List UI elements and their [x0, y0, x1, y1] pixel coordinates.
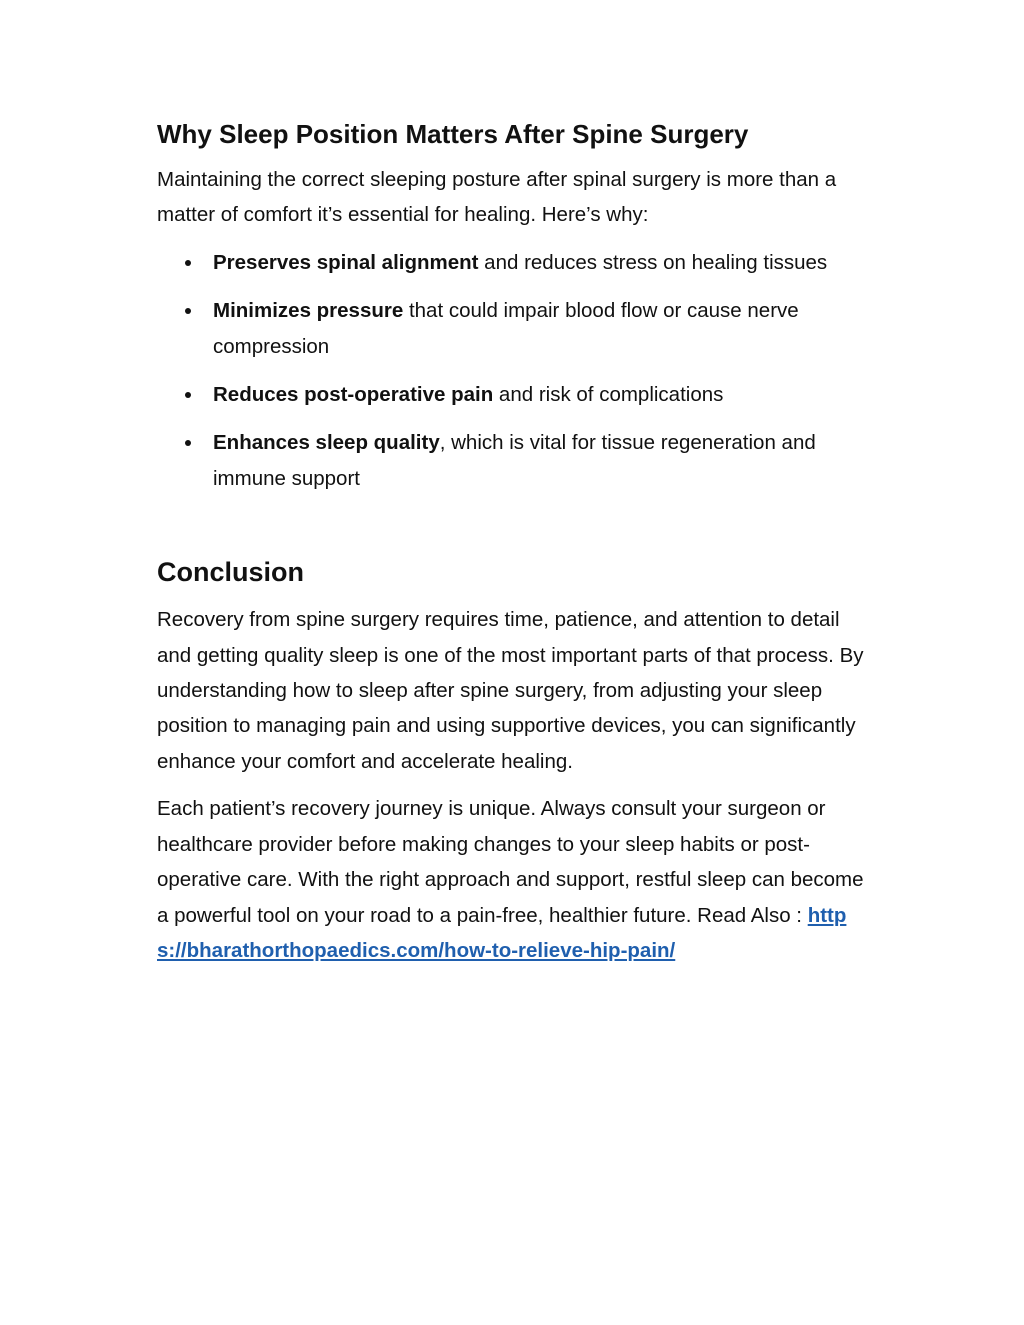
read-also-link[interactable]: https://bharathorthopaedics.com/how-to-relieve-hip-pain/ — [157, 903, 847, 962]
list-item — [157, 293, 873, 364]
conclusion-paragraph-1: Recovery from spine surgery requires time, patience, and attention to detail and getting quality sleep is one of the most important parts of that process. By understanding how to sleep after spine surgery, from adjusting your sleep position to managing pain and using supportive devices, you can significantly enhance your comfort and accelerate healing. — [157, 608, 864, 773]
list-item-text: , which is vital for tissue regeneration and immune support — [213, 431, 816, 490]
conclusion-paragraph-2-text: Each patient’s recovery journey is unique. Always consult your surgeon or healthcare provider before making changes to your sleep habits or post-operative care. With the right approach and support, restful sleep can become a powerful tool on your road to a pain-free, healthier future. Read Also : — [157, 797, 864, 927]
list-item-bold: Reduces post-operative pain — [213, 383, 494, 407]
list-item-text: and reduces stress on healing tissues — [478, 250, 828, 274]
bullet-icon — [185, 308, 191, 314]
section-heading-conclusion: Conclusion — [157, 557, 304, 588]
benefits-list — [157, 245, 873, 496]
list-item — [157, 425, 873, 496]
conclusion-paragraph-2 — [157, 791, 873, 968]
list-item-text: that could impair blood flow or cause nerve compression — [213, 299, 799, 358]
intro-paragraph: Maintaining the correct sleeping posture after spinal surgery is more than a matter of comfort it’s essential for healing. Here’s why: — [157, 168, 837, 227]
bullet-icon — [185, 260, 191, 266]
list-item-bold: Preserves spinal alignment — [213, 250, 479, 274]
bullet-icon — [185, 440, 191, 446]
list-item-bold: Enhances sleep quality — [213, 431, 440, 455]
list-item-text: and risk of complications — [493, 383, 724, 407]
list-item-bold: Minimizes pressure — [213, 299, 404, 323]
list-item — [157, 377, 873, 412]
section-heading-sleep-position: Why Sleep Position Matters After Spine Surgery — [157, 119, 749, 149]
list-item — [157, 245, 873, 280]
bullet-icon — [185, 392, 191, 398]
document-content — [157, 112, 873, 968]
